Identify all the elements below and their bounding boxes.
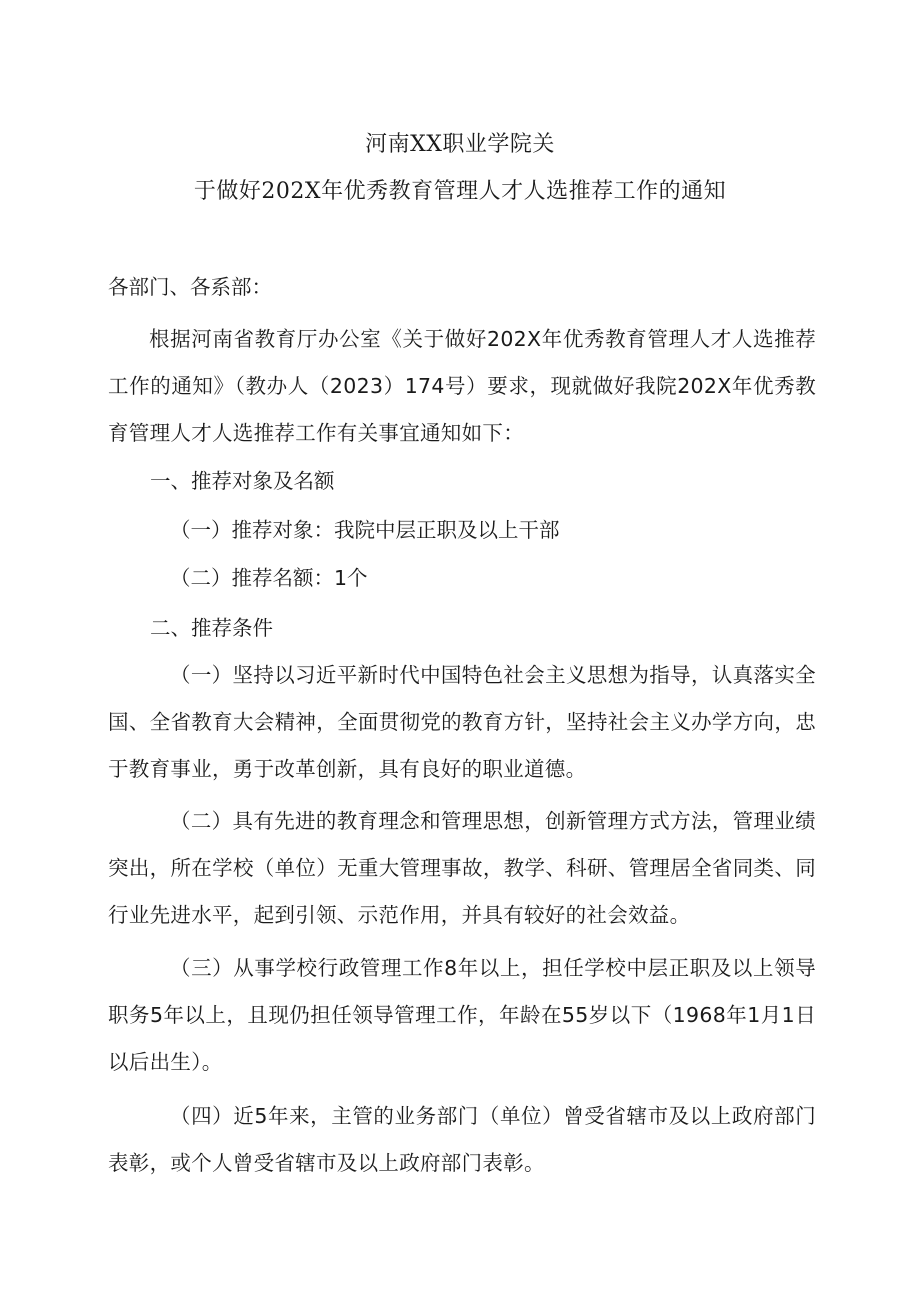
intro-paragraph xyxy=(108,316,816,457)
document-title-line-1: 河南XX职业学院关 xyxy=(365,132,555,157)
section-2-item-1 xyxy=(108,652,816,793)
intro-text: 根据河南省教育厅办公室《关于做好202X年优秀教育管理人才人选推荐工作的通知》（教办人（2023）174号）要求，现就做好我院202X年优秀教育管理人才人选推荐工作有关事宜通知如下： xyxy=(108,327,816,445)
section-1-item-2: （二）推荐名额：1个 xyxy=(170,566,368,590)
document-title-line-2: 于做好202X年优秀教育管理人才人选推荐工作的通知 xyxy=(193,179,727,204)
section-2-item-2-text: （二）具有先进的教育理念和管理思想，创新管理方式方法，管理业绩突出，所在学校（单位）无重大管理事故，教学、科研、管理居全省同类、同行业先进水平，起到引领、示范作用，并具有较好的社会效益。 xyxy=(108,809,816,927)
section-2-item-4-text: （四）近5年来，主管的业务部门（单位）曾受省辖市及以上政府部门表彰，或个人曾受省辖市及以上政府部门表彰。 xyxy=(108,1104,816,1175)
section-2-item-3 xyxy=(108,945,816,1086)
section-2-item-2 xyxy=(108,798,816,939)
section-2-item-4 xyxy=(108,1093,816,1187)
salutation: 各部门、各系部： xyxy=(108,275,272,299)
section-2-heading: 二、推荐条件 xyxy=(150,616,273,640)
section-1-heading: 一、推荐对象及名额 xyxy=(150,469,335,493)
section-1-item-1: （一）推荐对象：我院中层正职及以上干部 xyxy=(170,518,560,542)
section-2-item-3-text: （三）从事学校行政管理工作8年以上，担任学校中层正职及以上领导职务5年以上，且现仍担任领导管理工作，年龄在55岁以下（1968年1月1日以后出生）。 xyxy=(108,956,816,1074)
section-2-item-1-text: （一）坚持以习近平新时代中国特色社会主义思想为指导，认真落实全国、全省教育大会精神，全面贯彻党的教育方针，坚持社会主义办学方向，忠于教育事业，勇于改革创新，具有良好的职业道德。 xyxy=(108,663,816,781)
